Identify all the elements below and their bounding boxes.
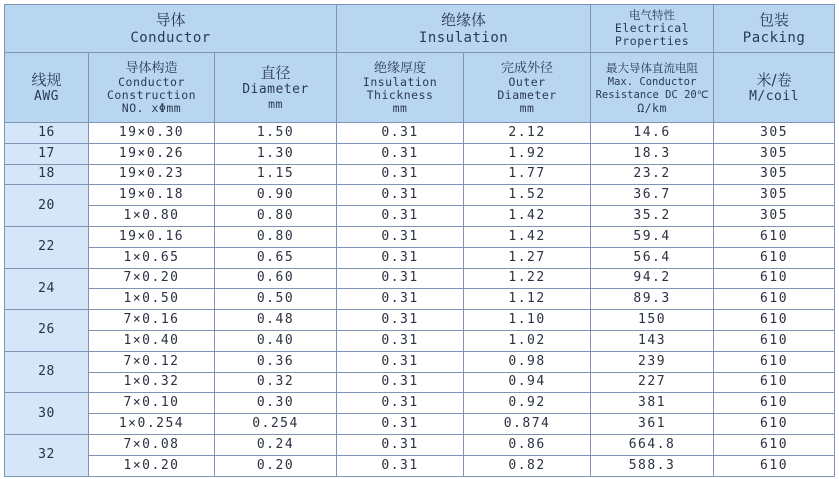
table-row: [5, 143, 835, 164]
resistance-header-unit: Ω/km: [637, 100, 667, 115]
resistance-cell: 381: [591, 393, 714, 414]
diameter-cell: 0.65: [215, 247, 337, 268]
diameter-cell: 0.80: [215, 226, 337, 247]
diameter-cell: 0.50: [215, 289, 337, 310]
coil-cell: 305: [714, 123, 835, 144]
thickness-cell: 0.31: [337, 268, 464, 289]
diameter-header-unit: mm: [268, 97, 283, 111]
coil-cell: 610: [714, 268, 835, 289]
outer-diameter-cell: 2.12: [464, 123, 591, 144]
conductor-header-en: Conductor: [130, 29, 211, 46]
outer-diameter-cell: 1.92: [464, 143, 591, 164]
resistance-cell: 36.7: [591, 185, 714, 206]
thickness-cell: 0.31: [337, 310, 464, 331]
construction-cell: 7×0.16: [89, 310, 215, 331]
diameter-cell: 0.60: [215, 268, 337, 289]
diameter-cell: 1.30: [215, 143, 337, 164]
table-row: [5, 414, 835, 435]
coil-cell: 305: [714, 143, 835, 164]
awg-cell: 20: [5, 185, 89, 227]
thickness-cell: 0.31: [337, 185, 464, 206]
wire-spec-table: [4, 4, 835, 477]
coil-cell: 610: [714, 289, 835, 310]
construction-cell: 1×0.65: [89, 247, 215, 268]
outer-diameter-header: [464, 53, 591, 123]
resistance-cell: 14.6: [591, 123, 714, 144]
diameter-cell: 0.254: [215, 414, 337, 435]
resistance-header: [591, 53, 714, 123]
construction-cell: 7×0.20: [89, 268, 215, 289]
awg-header-en: AWG: [34, 88, 59, 104]
construction-cell: 7×0.08: [89, 434, 215, 455]
table-row: [5, 372, 835, 393]
thickness-cell: 0.31: [337, 143, 464, 164]
electrical-header-zh: 电气特性: [629, 8, 676, 22]
construction-header-zh: 导体构造: [125, 60, 178, 76]
table-row: [5, 164, 835, 185]
diameter-cell: 0.24: [215, 434, 337, 455]
electrical-header-en1: Electrical: [614, 21, 690, 35]
table-row: [5, 247, 835, 268]
table-row: [5, 123, 835, 144]
diameter-cell: 0.20: [215, 455, 337, 476]
awg-cell: 28: [5, 351, 89, 393]
insulation-header-en: Insulation: [418, 29, 509, 46]
coil-cell: 610: [714, 330, 835, 351]
outer-diameter-cell: 1.77: [464, 164, 591, 185]
outer-diameter-cell: 0.874: [464, 414, 591, 435]
resistance-cell: 56.4: [591, 247, 714, 268]
coil-cell: 610: [714, 226, 835, 247]
coil-header: [714, 53, 835, 123]
thickness-cell: 0.31: [337, 164, 464, 185]
resistance-cell: 150: [591, 310, 714, 331]
outer-diameter-cell: 0.94: [464, 372, 591, 393]
thickness-cell: 0.31: [337, 330, 464, 351]
diameter-cell: 0.30: [215, 393, 337, 414]
thickness-header: [337, 53, 464, 123]
construction-cell: 1×0.80: [89, 206, 215, 227]
table-row: [5, 289, 835, 310]
coil-cell: 305: [714, 206, 835, 227]
table-row: [5, 310, 835, 331]
coil-cell: 610: [714, 434, 835, 455]
diameter-cell: 0.80: [215, 206, 337, 227]
thickness-cell: 0.31: [337, 372, 464, 393]
table-row: [5, 434, 835, 455]
construction-cell: 19×0.23: [89, 164, 215, 185]
construction-cell: 1×0.254: [89, 414, 215, 435]
diameter-cell: 0.40: [215, 330, 337, 351]
outer-header-en1: Outer: [508, 74, 546, 89]
thickness-cell: 0.31: [337, 226, 464, 247]
coil-cell: 610: [714, 351, 835, 372]
table-row: [5, 351, 835, 372]
construction-header-en1: Conductor: [118, 74, 185, 89]
table-row: [5, 206, 835, 227]
awg-cell: 18: [5, 164, 89, 185]
electrical-header: [591, 5, 714, 53]
awg-cell: 17: [5, 143, 89, 164]
resistance-cell: 227: [591, 372, 714, 393]
resistance-header-zh: 最大导体直流电阻: [606, 60, 699, 75]
resistance-cell: 94.2: [591, 268, 714, 289]
diameter-cell: 1.15: [215, 164, 337, 185]
outer-header-zh: 完成外径: [501, 60, 554, 76]
awg-cell: 30: [5, 393, 89, 435]
outer-diameter-cell: 1.42: [464, 226, 591, 247]
construction-cell: 19×0.26: [89, 143, 215, 164]
conductor-header-zh: 导体: [155, 10, 186, 29]
thickness-cell: 0.31: [337, 434, 464, 455]
coil-cell: 305: [714, 185, 835, 206]
table-row: [5, 455, 835, 476]
resistance-cell: 59.4: [591, 226, 714, 247]
header-row-group: [5, 5, 835, 53]
outer-diameter-cell: 1.10: [464, 310, 591, 331]
outer-diameter-cell: 1.27: [464, 247, 591, 268]
outer-diameter-cell: 1.22: [464, 268, 591, 289]
table-row: [5, 393, 835, 414]
packing-header-zh: 包装: [759, 10, 790, 29]
resistance-cell: 588.3: [591, 455, 714, 476]
table-row: [5, 330, 835, 351]
outer-diameter-cell: 1.52: [464, 185, 591, 206]
thickness-header-zh: 绝缘厚度: [374, 60, 427, 76]
coil-header-en: M/coil: [749, 88, 800, 104]
construction-cell: 1×0.32: [89, 372, 215, 393]
conductor-header: [5, 5, 337, 53]
diameter-header-zh: 直径: [260, 64, 291, 82]
coil-cell: 610: [714, 372, 835, 393]
outer-header-en2: Diameter: [497, 87, 557, 102]
outer-header-unit: mm: [519, 100, 535, 115]
resistance-header-en2: Resistance DC 20℃: [595, 88, 709, 101]
resistance-cell: 89.3: [591, 289, 714, 310]
resistance-cell: 664.8: [591, 434, 714, 455]
header-row-columns: [5, 53, 835, 123]
diameter-cell: 0.48: [215, 310, 337, 331]
outer-diameter-cell: 1.42: [464, 206, 591, 227]
resistance-cell: 143: [591, 330, 714, 351]
packing-header-en: Packing: [742, 29, 806, 46]
diameter-cell: 1.50: [215, 123, 337, 144]
diameter-header: [215, 53, 337, 123]
outer-diameter-cell: 1.02: [464, 330, 591, 351]
table-row: [5, 185, 835, 206]
construction-header: [89, 53, 215, 123]
thickness-cell: 0.31: [337, 393, 464, 414]
insulation-header-zh: 绝缘体: [441, 10, 487, 29]
resistance-cell: 18.3: [591, 143, 714, 164]
electrical-header-en2: Properties: [614, 34, 690, 48]
table-row: [5, 226, 835, 247]
coil-cell: 610: [714, 393, 835, 414]
awg-cell: 26: [5, 310, 89, 352]
thickness-cell: 0.31: [337, 414, 464, 435]
outer-diameter-cell: 0.86: [464, 434, 591, 455]
diameter-cell: 0.36: [215, 351, 337, 372]
coil-header-zh: 米/卷: [756, 70, 792, 89]
construction-cell: 1×0.20: [89, 455, 215, 476]
construction-cell: 19×0.16: [89, 226, 215, 247]
construction-cell: 7×0.12: [89, 351, 215, 372]
construction-header-en2: Construction: [106, 87, 197, 102]
thickness-cell: 0.31: [337, 455, 464, 476]
construction-cell: 1×0.50: [89, 289, 215, 310]
diameter-header-en: Diameter: [242, 82, 309, 97]
construction-header-unit: NO. xΦmm: [121, 100, 182, 115]
awg-cell: 16: [5, 123, 89, 144]
outer-diameter-cell: 1.12: [464, 289, 591, 310]
construction-cell: 19×0.30: [89, 123, 215, 144]
resistance-cell: 361: [591, 414, 714, 435]
construction-cell: 7×0.10: [89, 393, 215, 414]
outer-diameter-cell: 0.82: [464, 455, 591, 476]
insulation-header: [337, 5, 591, 53]
awg-header-zh: 线规: [31, 70, 62, 89]
coil-cell: 610: [714, 455, 835, 476]
thickness-cell: 0.31: [337, 206, 464, 227]
resistance-cell: 239: [591, 351, 714, 372]
awg-cell: 24: [5, 268, 89, 310]
coil-cell: 305: [714, 164, 835, 185]
table-row: [5, 268, 835, 289]
thickness-header-unit: mm: [392, 100, 408, 115]
outer-diameter-cell: 0.98: [464, 351, 591, 372]
diameter-cell: 0.90: [215, 185, 337, 206]
thickness-cell: 0.31: [337, 247, 464, 268]
thickness-cell: 0.31: [337, 351, 464, 372]
coil-cell: 610: [714, 414, 835, 435]
construction-cell: 1×0.40: [89, 330, 215, 351]
thickness-cell: 0.31: [337, 123, 464, 144]
construction-cell: 19×0.18: [89, 185, 215, 206]
packing-header: [714, 5, 835, 53]
diameter-cell: 0.32: [215, 372, 337, 393]
awg-cell: 32: [5, 434, 89, 476]
thickness-cell: 0.31: [337, 289, 464, 310]
awg-cell: 22: [5, 226, 89, 268]
resistance-cell: 23.2: [591, 164, 714, 185]
outer-diameter-cell: 0.92: [464, 393, 591, 414]
coil-cell: 610: [714, 247, 835, 268]
resistance-cell: 35.2: [591, 206, 714, 227]
coil-cell: 610: [714, 310, 835, 331]
thickness-header-en1: Insulation: [362, 74, 438, 89]
resistance-header-en1: Max. Conductor: [607, 75, 697, 88]
awg-header: [5, 53, 89, 123]
thickness-header-en2: Thickness: [366, 87, 434, 102]
